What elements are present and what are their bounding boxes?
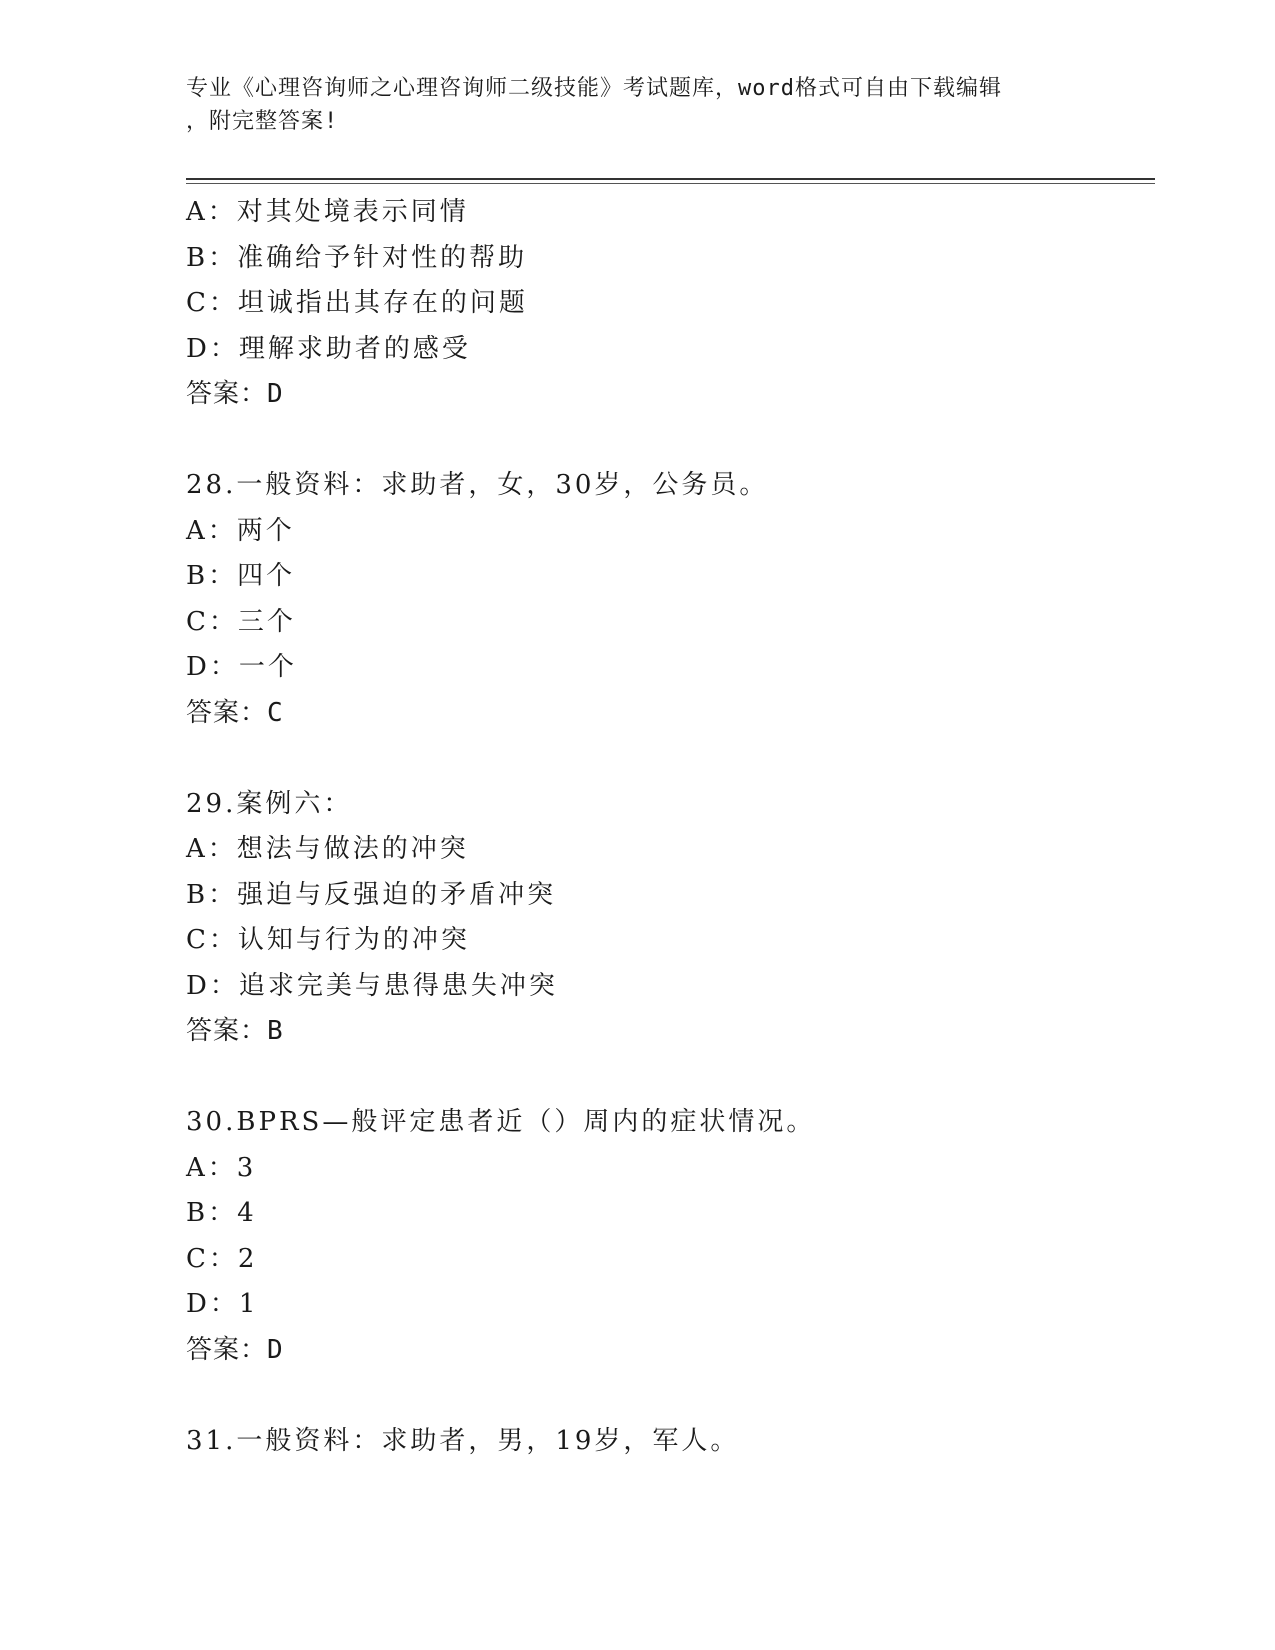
- answer-line: 答案：C: [186, 697, 284, 728]
- header-divider-thin: [186, 183, 1155, 184]
- option-c: C：2: [186, 1243, 258, 1274]
- option-d: D：理解求助者的感受: [186, 333, 471, 364]
- option-c: C：坦诚指出其存在的问题: [186, 288, 528, 318]
- question-text: 29.案例六：: [186, 788, 353, 819]
- option-c: C：三个: [186, 606, 296, 637]
- header-divider-thick: [186, 178, 1155, 180]
- question-list: [186, 190, 1155, 1464]
- option-a: A：3: [186, 1152, 257, 1183]
- block-spacer: [186, 1373, 1155, 1419]
- question-text: 31.一般资料：求助者，男，19岁，军人。: [186, 1425, 740, 1456]
- question-block-28: [186, 463, 1155, 736]
- option-a: A：想法与做法的冲突: [186, 834, 469, 864]
- document-header: [186, 72, 1086, 138]
- question-block-31: [186, 1419, 1155, 1465]
- block-spacer: [186, 1055, 1155, 1101]
- question-block-30: [186, 1100, 1155, 1373]
- question-text: 28.一般资料：求助者，女，30岁，公务员。: [186, 470, 769, 500]
- option-d: D：追求完美与患得患失冲突: [186, 970, 558, 1001]
- option-a: A：两个: [186, 515, 295, 546]
- answer-line: 答案：B: [186, 1016, 284, 1046]
- option-a: A：对其处境表示同情: [186, 197, 469, 227]
- option-b: B：四个: [186, 561, 296, 591]
- question-text: 30.BPRS—般评定患者近（）周内的症状情况。: [186, 1107, 816, 1137]
- question-block-29: [186, 782, 1155, 1055]
- option-d: D：1: [186, 1289, 259, 1319]
- option-c: C：认知与行为的冲突: [186, 925, 470, 955]
- option-b: B：4: [186, 1198, 257, 1228]
- option-b: B：准确给予针对性的帮助: [186, 242, 528, 273]
- option-b: B：强迫与反强迫的矛盾冲突: [186, 879, 557, 910]
- header-line-1: 专业《心理咨询师之心理咨询师二级技能》考试题库，word格式可自由下载编辑: [186, 76, 1002, 101]
- block-spacer: [186, 736, 1155, 782]
- option-d: D：一个: [186, 652, 297, 682]
- answer-line: 答案：D: [186, 1334, 284, 1365]
- answer-line: 答案：D: [186, 379, 284, 409]
- header-line-2: ，附完整答案!: [186, 109, 339, 134]
- question-block-27: [186, 190, 1155, 418]
- block-spacer: [186, 418, 1155, 464]
